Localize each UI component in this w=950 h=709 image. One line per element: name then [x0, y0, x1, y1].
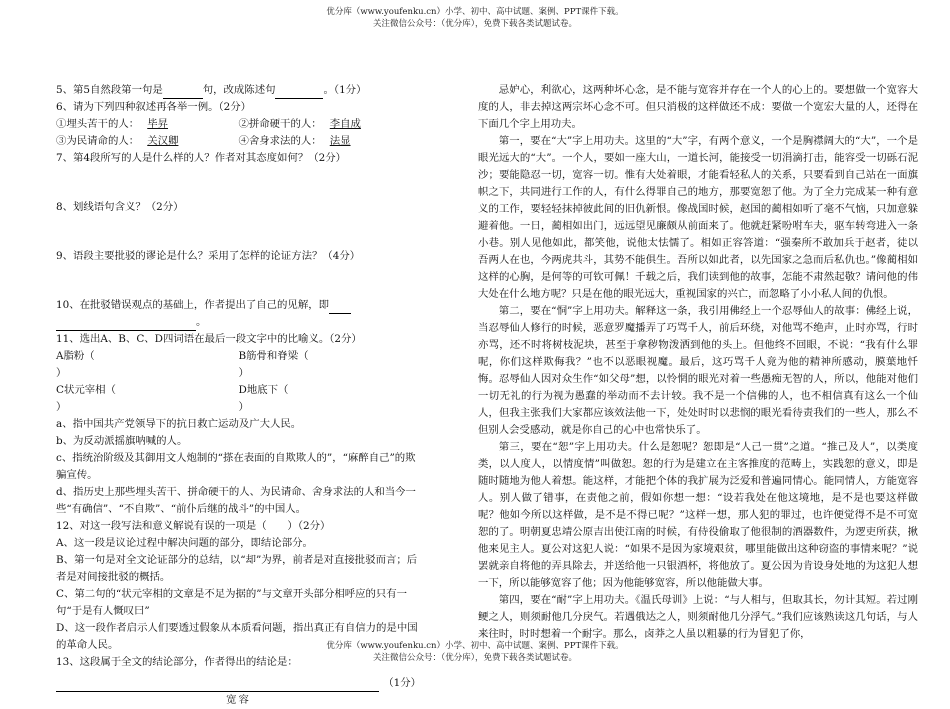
question-12: 12、对这一段写法和意义解说有误的一项是（ ）（2分）: [56, 520, 331, 532]
question-11: 11、选出A、B、C、D四词语在最后一段文字中的比喻义。（2分）: [56, 333, 362, 345]
q6-row-2: ③为民请命的人： 关汉卿 ④舍身求法的人： 法显: [56, 133, 421, 150]
question-6: 6、请为下列四种叙述再各举一例。（2分）: [56, 101, 252, 113]
q5-blank-2[interactable]: [275, 85, 323, 99]
q11-row-cd: C状元宰相（）D地底下（）: [56, 384, 289, 413]
q6-answer-1[interactable]: 毕昇: [147, 118, 169, 130]
question-10: 10、在批驳错误观点的基础上，作者提出了自己的见解，即: [56, 297, 421, 314]
q12-option-a: A、这一段是议论过程中解决问题的部分，即结论部分。: [56, 537, 313, 549]
paragraph-3: 第二，要在“恫”字上用功夫。解释这一条，我引用佛经上一个忍辱仙人的故事：佛经上说，当忍辱仙人修行的时候，恶意罗魔播弄了巧骂千人，前后环绕，对他骂不绝声，止时亦骂，行时亦骂，还不时将树枝泥块，甚至于拿秽物泼洒到他的头上。但他终不回眼，不说：“我有什么罪呢，你们这样欺侮我？”也不以恶眼视魔。最后，这巧骂千人竟为他的精神所感动，膜葉地忏悔。忍辱仙人因对众生作“如父母”想，以怜惘的眼光对着一些愚痴无智的人，所以，他能对他们一切无礼的行为视为愚蠢的举动而不去计较。我不是一个信佛的人，也不相信真有这么一个仙人，但我主张我们大家都应该效法他一下，处处时时以悲悯的眼光看待责我们的一些人，那么不但别人会受感动，就是你自己的心中也常快乐了。: [478, 305, 918, 436]
section-title: 宽容: [226, 694, 251, 706]
paragraph-4: 第三，要在“恕”字上用功夫。什么是恕呢？恕即是“人己一贯”之道。“推己及人”，以类度类，以人度人，以情度情”叫做恕。恕的行为是建立在主客推度的范畴上，实践恕的意义，即是随时随地为他人着想。能这样，才能把个体的我扩展为泛爱和普遍同情心。能同情人，方能宽容人。别人做了错事，在责他之前，假如你想一想：“设若我处在他这境地，是不是也要这样做呢？他如今所以这样做，是不是不得已呢？”这样一想，那人犯的罪过，也许便觉得不是不可宽恕的了。明朝夏忠靖公原吉出使江南的时候，有侍役偷取了他很制的酒器数件，为逻吏所获，揪他来见主人。夏公对这犯人说：“如果不是因为家境艰贫，哪里能做出这种窃盗的事情来呢？”说罢就亲自将他的弄具除去，并送给他一只银酒杯，将他放了。夏公因为肯设身处地的为这犯人想一下，所以能够宽容了他；因为他能够宽容，所以他能做大事。: [478, 441, 918, 589]
right-column: [478, 82, 918, 643]
q11-option-d: d、指历史上那些埋头苦干、拼命硬干的人、为民请命、舍身求法的人和当今一些“有确信”、“不自欺”、“前仆后继的战斗”的中国人。: [56, 486, 416, 515]
q13-blank[interactable]: [56, 677, 379, 692]
q11-option-c: c、指统治阶级及其御用文人炮制的“搽在表面的自欺欺人的”，“麻醉自己”的欺骗宣传。: [56, 452, 416, 481]
q10-blank-1[interactable]: [329, 300, 351, 314]
header-line-2: 关注微信公众号：（优分库），免费下载各类试题试卷。: [372, 19, 577, 29]
footer-line-2: 关注微信公众号：（优分库），免费下载各类试题试卷。: [372, 653, 577, 663]
q11-row-ab: A脂粉（）B筋骨和脊梁（）: [56, 350, 309, 379]
question-9: 9、语段主要批驳的谬论是什么？采用了怎样的论证方法？（4分）: [56, 250, 361, 262]
q6-answer-2[interactable]: 李自成: [329, 118, 361, 130]
q13-answer-line: （1分）: [56, 675, 421, 692]
q12-option-c: C、第二句的“状元宰相的文章是不足为据的”与文章开头部分相呼应的只有一句“于是有人慨叹曰”: [56, 588, 408, 617]
question-8: 8、划线语句含义？（2分）: [56, 201, 184, 213]
question-7: 7、第4段所写的人是什么样的人？作者对其态度如何？（2分）: [56, 152, 346, 164]
q6-row-1: ①埋头苦干的人： 毕昇 ②拼命硬干的人： 李自成: [56, 116, 421, 133]
q6-answer-3[interactable]: 关汉卿: [147, 135, 179, 147]
page-footer: [0, 640, 950, 664]
header-line-1: 优分库（www.youfenku.cn）小学、初中、高中试题、案例、PPT课件下载。: [326, 7, 624, 17]
q5-blank-1[interactable]: [163, 85, 203, 99]
q11-option-a: a、指中国共产党领导下的抗日救亡运动及广大人民。: [56, 418, 302, 430]
q11-option-b: b、为反动派摇旗呐喊的人。: [56, 435, 188, 447]
q12-option-b: B、第一句是对全文论证部分的总结，以“却”为界，前者是对直接批驳而言；后者是对间接批驳的概括。: [56, 554, 418, 583]
page-header: [0, 6, 950, 30]
question-10-cont: 。: [56, 314, 421, 331]
paragraph-2: 第一，要在“大”字上用功夫。这里的“大”字，有两个意义，一个是胸襟阔大的“大”，一个是眼光远大的“大”。一个人，要如一座大山，一道长河，能接受一切涓滴打击，能容受一切砾石泥沙；要能隐忍一切，宽容一切。惟有大处着眼，才能看轻私人的关系，只要看到自己站在一面旗帜之下，共同进行工作的人，有什么得罪自己的地方，那要宽恕了他。为了全力完成某一种有意义的工作，要轻轻抹掉彼此间的旧仇新恨。像战国时候，赵国的蔺相如听了毫不气恼，只加意躲避着他。一日，蔺相如出门，远远望见廉颇从前面来了。他就赶紧吩咐车夫，驱车转弯进入一条小巷。别人见他如此，都笑他，说他太怯懦了。相如正容答道：“强秦所不敢加兵于赵者，徒以吾两人在也，今两虎共斗，其势不能俱生。吾所以如此者，以先国家之急而后私仇也。”像蔺相如这样的心胸，是何等的可钦可佩！千载之后，我们读到他的故事，怎能不肃然起敬？请问他的伟大处在什么地方呢？只是在他的眼光远大，重视国家的兴亡，而忽略了小小私人间的仇恨。: [478, 135, 918, 300]
paragraph-5: 第四，要在“耐”字上用功夫。《温氏母训》上说：“与人相与，但取其长，勿计其短。若过刚鲠之人，则须耐他几分戾气。若遇俄达之人，则须耐他几分浮气。”我们应该熟读这几句话，与人来往时，时时想着一个耐字。那么，卤莽之人虽以粗暴的行为冒犯了你，: [478, 594, 918, 640]
q6-answer-4[interactable]: 法显: [329, 135, 351, 147]
left-column: [56, 82, 421, 709]
question-13: 13、这段属于全文的结论部分，作者得出的结论是：: [56, 656, 298, 668]
question-5: 5、第5自然段第一句是 句，改成陈述句 。（1分）: [56, 82, 421, 99]
q12-option-d: D、这一段作者启示人们要透过假象从本质看问题，指出真正有自信力的是中国的革命人民。: [56, 622, 418, 651]
q10-blank-2[interactable]: [56, 317, 196, 331]
paragraph-1: 忌妒心，利欲心，这两种坏心念，是不能与宽容并存在一个人的心上的。要想做一个宽容大度的人，非去掉这两宗坏心念不可。但只消极的这样做还不成：要做一个宽宏大量的人，还得在下面几个字上用功夫。: [478, 84, 918, 130]
footer-line-1: 优分库（www.youfenku.cn）小学、初中、高中试题、案例、PPT课件下载。: [326, 641, 624, 651]
